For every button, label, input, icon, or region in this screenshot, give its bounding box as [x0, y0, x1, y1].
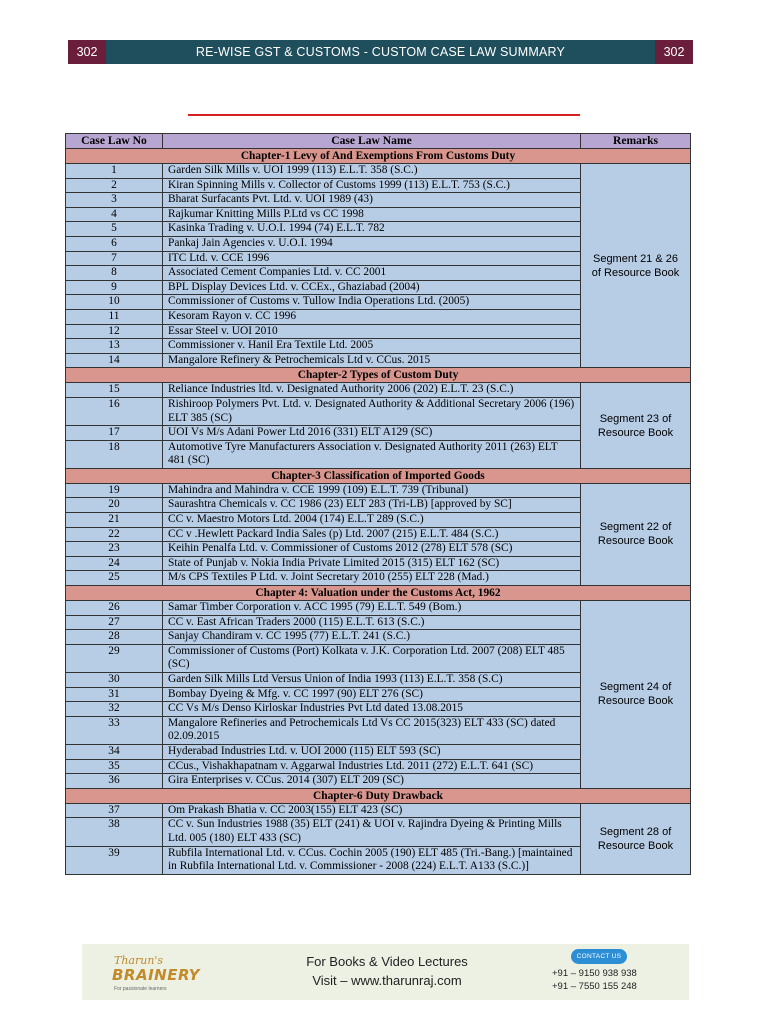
case-number: 3 — [66, 193, 163, 208]
chapter-title: Chapter-2 Types of Custom Duty — [66, 368, 691, 383]
case-number: 26 — [66, 601, 163, 616]
column-header-name: Case Law Name — [163, 134, 581, 149]
case-number: 25 — [66, 571, 163, 586]
footer-promo — [282, 952, 492, 990]
case-name: Om Prakash Bhatia v. CC 2003(155) ELT 423 (SC) — [163, 803, 581, 818]
table-row — [66, 164, 691, 179]
phone-number-2: +91 – 7550 155 248 — [552, 981, 637, 992]
case-name: State of Punjab v. Nokia India Private Limited 2015 (315) ELT 162 (SC) — [163, 556, 581, 571]
table-row — [66, 803, 691, 818]
remarks-cell: Segment 23 of Resource Book — [581, 383, 691, 469]
case-name: CC v .Hewlett Packard India Sales (p) Ltd. 2007 (215) E.L.T. 484 (S.C.) — [163, 527, 581, 542]
chapter-title: Chapter-6 Duty Drawback — [66, 788, 691, 803]
case-number: 8 — [66, 266, 163, 281]
remarks-cell: Segment 28 of Resource Book — [581, 803, 691, 874]
table-body — [66, 149, 691, 875]
case-number: 17 — [66, 426, 163, 441]
logo-wordmark: BRAINERY — [112, 966, 201, 984]
case-number: 14 — [66, 353, 163, 368]
logo-tagline-top: Tharun's — [114, 954, 164, 967]
case-number: 12 — [66, 324, 163, 339]
case-name: M/s CPS Textiles P Ltd. v. Joint Secretary 2010 (255) ELT 228 (Mad.) — [163, 571, 581, 586]
case-name: Rubfila International Ltd. v. CCus. Cochin 2005 (190) ELT 485 (Tri.-Bang.) [maintained in Rubfila International Ltd. v. Commissioner - 2008 (224) E.L.T. A133 (S.C.)] — [163, 846, 581, 874]
case-number: 22 — [66, 527, 163, 542]
case-number: 30 — [66, 673, 163, 688]
case-number: 6 — [66, 236, 163, 251]
case-name: Bombay Dyeing & Mfg. v. CC 1997 (90) ELT 276 (SC) — [163, 687, 581, 702]
case-name: CC Vs M/s Denso Kirloskar Industries Pvt Ltd dated 13.08.2015 — [163, 702, 581, 717]
case-name: UOI Vs M/s Adani Power Ltd 2016 (331) ELT A129 (SC) — [163, 426, 581, 441]
case-name: Pankaj Jain Agencies v. U.O.I. 1994 — [163, 236, 581, 251]
table-row — [66, 383, 691, 398]
case-name: Commissioner v. Hanil Era Textile Ltd. 2005 — [163, 339, 581, 354]
case-name: Associated Cement Companies Ltd. v. CC 2001 — [163, 266, 581, 281]
footer-banner — [82, 944, 689, 1000]
table-row — [66, 483, 691, 498]
case-name: Hyderabad Industries Ltd. v. UOI 2000 (115) ELT 593 (SC) — [163, 744, 581, 759]
phone-number-1: +91 – 9150 938 938 — [552, 968, 637, 979]
case-number: 29 — [66, 644, 163, 672]
case-name: CC v. East African Traders 2000 (115) E.L.T. 613 (S.C.) — [163, 615, 581, 630]
column-header-remarks: Remarks — [581, 134, 691, 149]
case-name: CCus., Vishakhapatnam v. Aggarwal Industries Ltd. 2011 (272) E.L.T. 641 (SC) — [163, 759, 581, 774]
case-number: 37 — [66, 803, 163, 818]
case-number: 27 — [66, 615, 163, 630]
case-number: 2 — [66, 178, 163, 193]
case-number: 38 — [66, 818, 163, 846]
contact-us-button[interactable]: CONTACT US — [571, 949, 627, 964]
table-header-row — [66, 134, 691, 149]
case-name: Essar Steel v. UOI 2010 — [163, 324, 581, 339]
remarks-cell: Segment 21 & 26 of Resource Book — [581, 164, 691, 368]
case-name: Commissioner of Customs v. Tullow India Operations Ltd. (2005) — [163, 295, 581, 310]
chapter-heading-row — [66, 368, 691, 383]
case-number: 34 — [66, 744, 163, 759]
case-law-table — [65, 133, 691, 875]
case-name: Garden Silk Mills Ltd Versus Union of India 1993 (113) E.L.T. 358 (S.C) — [163, 673, 581, 688]
case-name: Mangalore Refinery & Petrochemicals Ltd v. CCus. 2015 — [163, 353, 581, 368]
case-name: Gira Enterprises v. CCus. 2014 (307) ELT 209 (SC) — [163, 774, 581, 789]
page-header — [68, 40, 693, 64]
case-name: Rishiroop Polymers Pvt. Ltd. v. Designated Authority & Additional Secretary 2006 (196) ELT 385 (SC) — [163, 397, 581, 425]
case-name: Commissioner of Customs (Port) Kolkata v. J.K. Corporation Ltd. 2007 (208) ELT 485 (SC) — [163, 644, 581, 672]
case-number: 39 — [66, 846, 163, 874]
case-number: 33 — [66, 716, 163, 744]
case-number: 15 — [66, 383, 163, 398]
case-name: Reliance Industries ltd. v. Designated Authority 2006 (202) E.L.T. 23 (S.C.) — [163, 383, 581, 398]
footer-promo-line1: For Books & Video Lectures — [306, 954, 468, 969]
case-name: BPL Display Devices Ltd. v. CCEx., Ghaziabad (2004) — [163, 280, 581, 295]
remarks-cell: Segment 22 of Resource Book — [581, 483, 691, 585]
divider-line — [188, 114, 580, 116]
case-number: 9 — [66, 280, 163, 295]
case-name: Samar Timber Corporation v. ACC 1995 (79) E.L.T. 549 (Bom.) — [163, 601, 581, 616]
case-number: 4 — [66, 207, 163, 222]
case-number: 20 — [66, 498, 163, 513]
case-name: Rajkumar Knitting Mills P.Ltd vs CC 1998 — [163, 207, 581, 222]
header-title: RE-WISE GST & CUSTOMS - CUSTOM CASE LAW SUMMARY — [195, 45, 566, 59]
case-number: 21 — [66, 513, 163, 528]
footer-website[interactable]: Visit – www.tharunraj.com — [312, 973, 462, 988]
case-number: 36 — [66, 774, 163, 789]
case-number: 18 — [66, 440, 163, 468]
case-name: ITC Ltd. v. CCE 1996 — [163, 251, 581, 266]
chapter-heading-row — [66, 586, 691, 601]
case-number: 16 — [66, 397, 163, 425]
case-number: 7 — [66, 251, 163, 266]
case-name: Bharat Surfacants Pvt. Ltd. v. UOI 1989 (43) — [163, 193, 581, 208]
page-number-left: 302 — [68, 40, 106, 64]
case-name: Saurashtra Chemicals v. CC 1986 (23) ELT 283 (Tri-LB) [approved by SC] — [163, 498, 581, 513]
case-number: 24 — [66, 556, 163, 571]
case-name: CC v. Maestro Motors Ltd. 2004 (174) E.L.T 289 (S.C.) — [163, 513, 581, 528]
case-name: Kiran Spinning Mills v. Collector of Customs 1999 (113) E.L.T. 753 (S.C.) — [163, 178, 581, 193]
chapter-heading-row — [66, 149, 691, 164]
case-name: Sanjay Chandiram v. CC 1995 (77) E.L.T. 241 (S.C.) — [163, 630, 581, 645]
remarks-cell: Segment 24 of Resource Book — [581, 601, 691, 789]
column-header-no: Case Law No — [66, 134, 163, 149]
case-name: Mahindra and Mahindra v. CCE 1999 (109) E.L.T. 739 (Tribunal) — [163, 483, 581, 498]
case-number: 19 — [66, 483, 163, 498]
case-number: 10 — [66, 295, 163, 310]
chapter-title: Chapter-3 Classification of Imported Goods — [66, 468, 691, 483]
case-number: 5 — [66, 222, 163, 237]
case-number: 23 — [66, 542, 163, 557]
case-name: Automotive Tyre Manufacturers Association v. Designated Authority 2011 (263) ELT 481 (SC) — [163, 440, 581, 468]
case-number: 31 — [66, 687, 163, 702]
case-number: 11 — [66, 309, 163, 324]
chapter-heading-row — [66, 468, 691, 483]
case-name: CC v. Sun Industries 1988 (35) ELT (241) & UOI v. Rajindra Dyeing & Printing Mills Ltd. 005 (180) ELT 433 (SC) — [163, 818, 581, 846]
case-name: Garden Silk Mills v. UOI 1999 (113) E.L.T. 358 (S.C.) — [163, 164, 581, 179]
table-row — [66, 601, 691, 616]
case-name: Mangalore Refineries and Petrochemicals Ltd Vs CC 2015(323) ELT 433 (SC) dated 02.09.2015 — [163, 716, 581, 744]
case-number: 32 — [66, 702, 163, 717]
chapter-heading-row — [66, 788, 691, 803]
chapter-title: Chapter 4: Valuation under the Customs Act, 1962 — [66, 586, 691, 601]
brand-logo — [112, 952, 201, 992]
logo-subtext: For passionate learners — [114, 986, 167, 992]
case-name: Keihin Penalfa Ltd. v. Commissioner of Customs 2012 (278) ELT 578 (SC) — [163, 542, 581, 557]
case-number: 13 — [66, 339, 163, 354]
case-number: 1 — [66, 164, 163, 179]
case-name: Kasinka Trading v. U.O.I. 1994 (74) E.L.T. 782 — [163, 222, 581, 237]
case-number: 28 — [66, 630, 163, 645]
case-name: Kesoram Rayon v. CC 1996 — [163, 309, 581, 324]
chapter-title: Chapter-1 Levy of And Exemptions From Customs Duty — [66, 149, 691, 164]
case-number: 35 — [66, 759, 163, 774]
page-number-right: 302 — [655, 40, 693, 64]
